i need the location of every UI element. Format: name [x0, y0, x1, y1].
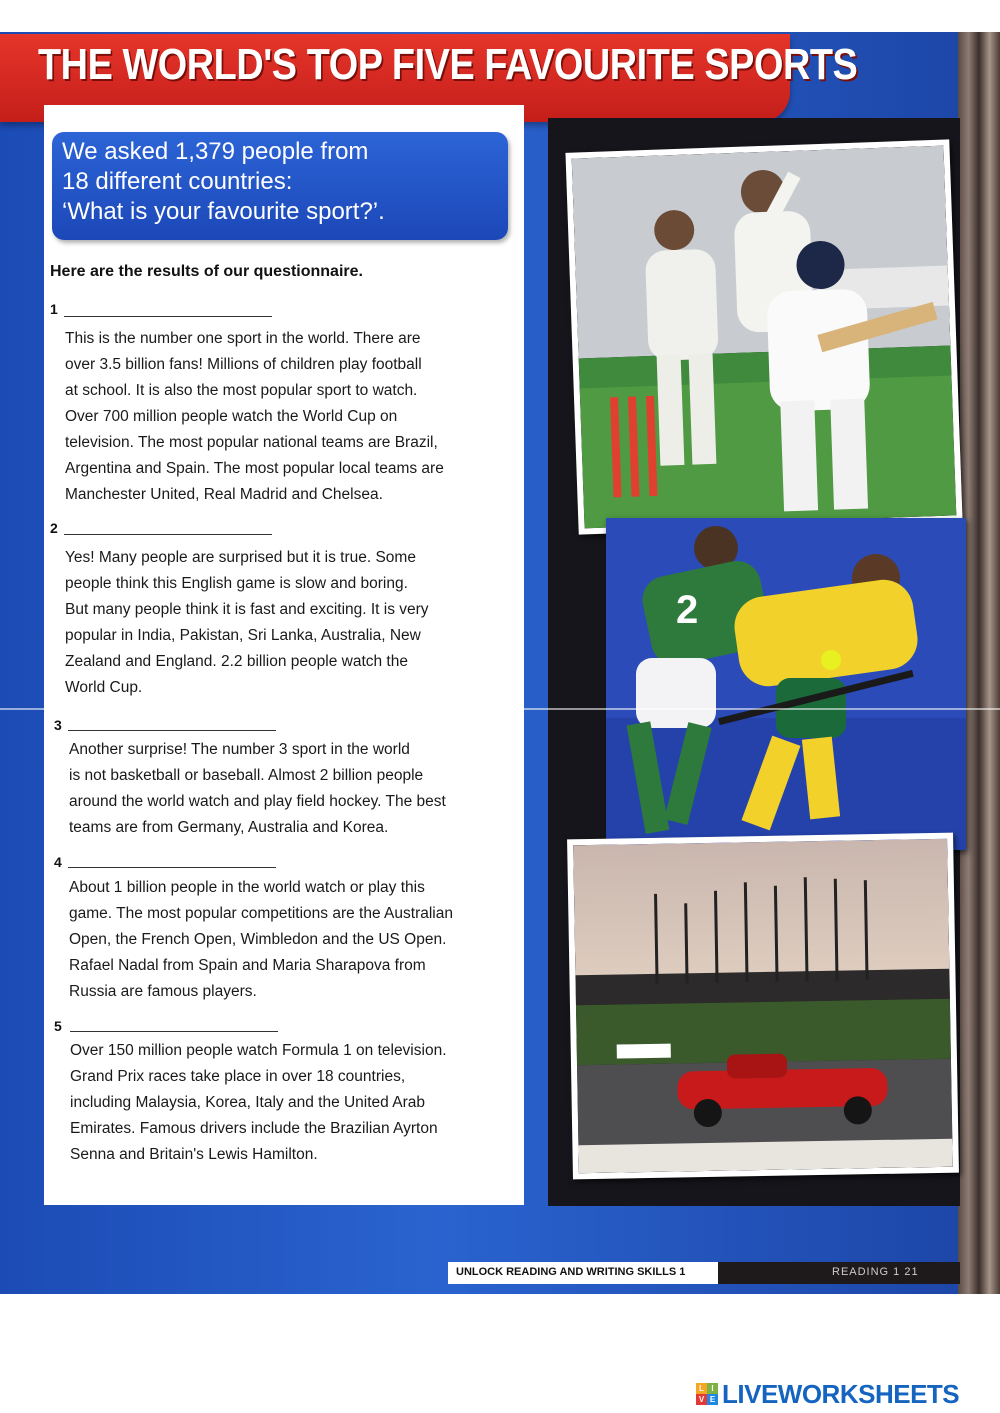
paragraph-line: Grand Prix races take place in over 18 countries, [70, 1068, 406, 1085]
paragraph-line: Yes! Many people are surprised but it is true. Some [65, 549, 416, 566]
paragraph-line: Argentina and Spain. The most popular local teams are [65, 460, 444, 477]
item-number: 5 [54, 1018, 62, 1034]
paragraph-line: at school. It is also the most popular sport to watch. [65, 382, 418, 399]
paragraph-line: teams are from Germany, Australia and Korea. [69, 819, 389, 836]
paragraph-line: Russia are famous players. [69, 983, 257, 1000]
brand-name: LIVEWORKSHEETS [722, 1378, 960, 1409]
paragraph-line: Open, the French Open, Wimbledon and the US Open. [69, 931, 447, 948]
item-number: 4 [54, 854, 62, 870]
page-fold-line [0, 708, 1000, 710]
paragraph-line: Senna and Britain's Lewis Hamilton. [70, 1146, 318, 1163]
paragraph-line: About 1 billion people in the world watch or play this [69, 879, 425, 896]
paragraph-line: Manchester United, Real Madrid and Chelsea. [65, 486, 383, 503]
answer-blank-2[interactable] [64, 534, 272, 535]
svg-text:2: 2 [676, 588, 699, 632]
intro-line: 18 different countries: [62, 168, 293, 195]
paragraph-line: including Malaysia, Korea, Italy and the United Arab [70, 1094, 425, 1111]
paragraph-line: Rafael Nadal from Spain and Maria Sharapova from [69, 957, 426, 974]
paragraph-line: Zealand and England. 2.2 billion people watch the [65, 653, 408, 670]
answer-blank-5[interactable] [70, 1031, 278, 1032]
liveworksheets-icon [696, 1383, 718, 1405]
page-title: THE WORLD'S TOP FIVE FAVOURITE SPORTS [38, 40, 858, 89]
answer-blank-4[interactable] [68, 867, 276, 868]
paragraph-line: popular in India, Pakistan, Sri Lanka, Australia, New [65, 627, 421, 644]
paragraph-line: World Cup. [65, 679, 143, 696]
formula1-photo [567, 833, 959, 1180]
item-number: 2 [50, 520, 58, 536]
icon-letter: E [707, 1394, 718, 1405]
paragraph-line: game. The most popular competitions are the Australian [69, 905, 453, 922]
liveworksheets-logo [696, 1376, 959, 1412]
paragraph-line: people think this English game is slow and boring. [65, 575, 408, 592]
paragraph-line: over 3.5 billion fans! Millions of children play football [65, 356, 422, 373]
paragraph-line: This is the number one sport in the world. There are [65, 330, 421, 347]
paragraph-1 [65, 326, 505, 508]
icon-letter: L [696, 1383, 707, 1394]
lead-sentence: Here are the results of our questionnaire. [50, 263, 363, 280]
paragraph-line: Over 700 million people watch the World Cup on [65, 408, 398, 425]
paragraph-line: Over 150 million people watch Formula 1 on television. [70, 1042, 447, 1059]
paragraph-line: is not basketball or baseball. Almost 2 billion people [69, 767, 424, 784]
paragraph-4 [69, 875, 509, 1005]
intro-line: ‘What is your favourite sport?’. [62, 198, 385, 225]
hockey-photo [606, 518, 966, 850]
answer-blank-3[interactable] [68, 730, 276, 731]
item-number: 3 [54, 717, 62, 733]
item-number: 1 [50, 301, 58, 317]
answer-blank-1[interactable] [64, 316, 272, 317]
cricket-photo [565, 139, 962, 534]
footer-book-title: UNLOCK READING AND WRITING SKILLS 1 [456, 1266, 686, 1278]
paragraph-line: Another surprise! The number 3 sport in the world [69, 741, 410, 758]
paragraph-5 [70, 1038, 510, 1168]
icon-letter: I [707, 1383, 718, 1394]
paragraph-line: television. The most popular national teams are Brazil, [65, 434, 438, 451]
icon-letter: V [696, 1394, 707, 1405]
footer-page-label: READING 1 21 [832, 1266, 919, 1278]
paragraph-line: Emirates. Famous drivers include the Brazilian Ayrton [70, 1120, 438, 1137]
paragraph-3 [69, 737, 509, 841]
paragraph-line: But many people think it is fast and exciting. It is very [65, 601, 429, 618]
paragraph-line: around the world watch and play field hockey. The best [69, 793, 446, 810]
paragraph-2 [65, 545, 505, 701]
intro-line: We asked 1,379 people from [62, 138, 369, 165]
